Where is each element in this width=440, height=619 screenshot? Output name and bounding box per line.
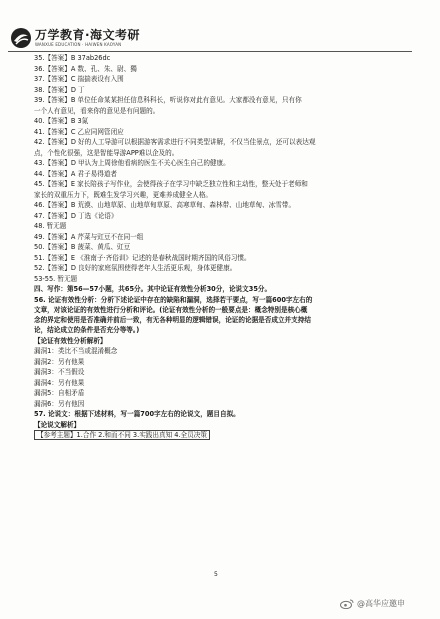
answer-line: 51.【答案】E 《淮南子·齐俗训》记述的是春秋战国时期齐国的风俗习惯。	[34, 253, 251, 262]
answer-line: 36.【答案】A 数、孔、朱、尉、獨	[34, 64, 137, 73]
answer-line: 39.【答案】B 单位任命某某担任信息科科长，听说你对此有意见。大家都没有意见，只有你	[34, 96, 302, 104]
answer-line: 53-55. 暂无题	[34, 274, 78, 283]
answer-line: 点，个性化很强，这是智能导游APP难以企及的。	[34, 148, 179, 157]
question-56-line: 论，结论成立的条件是否充分等等。)	[34, 326, 140, 335]
answer-line: 38.【答案】D 丁	[34, 85, 85, 94]
answer-line: 41.【答案】C 乙应同网管闭应	[34, 127, 124, 136]
essay-topic-box: 【参考主题】1.合作 2.和而不同 3.实践出真知 4.全员决策	[34, 430, 210, 440]
question-56-line: 56. 论证有效性分析：分析下述论证中存在的缺陷和漏洞，选择若干要点，写一篇600字左右的	[34, 295, 313, 304]
answer-line: 一个人有意见，看来你的意见是有问题的。	[34, 106, 160, 115]
logo-emblem-icon	[10, 27, 32, 49]
loophole-item: 漏洞5：自相矛盾	[34, 389, 85, 398]
answer-list	[34, 53, 424, 441]
answer-line: 52.【答案】D 良好的家庭氛围使得老年人生活更乐观，身体更健康。	[34, 264, 237, 272]
analysis-title: 【论证有效性分析解析】	[34, 336, 107, 345]
answer-line: 35.【答案】B 37ab26dc	[34, 54, 111, 62]
answer-line: 37.【答案】C 揣揣表设有入围	[34, 75, 124, 83]
header-divider	[8, 51, 412, 52]
answer-line: 46.【答案】B 荒漠、山地草原、山地草甸草原、高寒草甸、森林带、山地草甸、冰雪带。	[34, 201, 296, 209]
answer-line: 44.【答案】A 君子易得道者	[34, 169, 118, 178]
answer-line: 47.【答案】D 丁选《论语》	[34, 211, 118, 220]
answer-line: 42.【答案】D 好的人工导游可以根据游客需求进行不同类型讲解，不仅当佳景点，还可以表达观	[34, 138, 316, 146]
answer-line: 50.【答案】B 菠菜、黄瓜、豇豆	[34, 243, 131, 251]
loophole-item: 漏洞3：不当假设	[34, 368, 85, 377]
brand-logo	[10, 27, 140, 49]
answer-line: 49.【答案】A 芹菜与豇豆不在同一组	[34, 232, 144, 241]
answer-line: 45.【答案】E 家长陪孩子写作业，会使得孩子在学习中缺乏独立性和主动性，整天处于老师和	[34, 180, 308, 188]
question-57: 57. 论说文：根据下述材料，写一篇700字左右的论说文，题目自拟。	[34, 410, 240, 419]
loophole-item: 漏洞1：类比不当或混淆概念	[34, 347, 118, 356]
answer-line: 家长的双重压力下，既难生发学习兴趣，更难养成健全人格。	[34, 190, 213, 199]
logo-title: 万学教育·海文考研	[35, 28, 141, 42]
weibo-icon	[340, 599, 354, 609]
logo-subtitle: WANXUE EDUCATION · HAIWEN KAOYAN	[35, 42, 122, 47]
loophole-item: 漏洞2：另有他果	[34, 357, 85, 366]
answer-line: 43.【答案】D 甲认为上周徐他看病的医生不关心医生自己的健康。	[34, 159, 230, 167]
loophole-item: 漏洞4：另有他果	[34, 378, 85, 387]
page-number: 5	[214, 571, 218, 578]
question-56-line: 念的界定和使用是否准确并前后一致，有无各种明显的逻辑错误，论证的论据是否成立并支持结	[34, 316, 311, 325]
essay-title: 【论说文解析】	[34, 420, 81, 429]
answer-line: 48. 暂无题	[34, 222, 67, 230]
weibo-watermark	[340, 598, 405, 609]
watermark-text: @高华应邀申	[357, 599, 405, 608]
essay-topic-line	[34, 430, 424, 441]
loophole-item: 漏洞6：另有他因	[34, 399, 85, 408]
question-56-line: 文章，对该论证的有效性进行分析和评论。(论证有效性分析的一般要点是：概念特别是核心概	[34, 305, 308, 314]
answer-line: 40.【答案】B 3氮	[34, 117, 89, 125]
writing-section-header: 四、写作：第56—57小题，共65分。其中论证有效性分析30分，论说文35分。	[34, 285, 272, 293]
